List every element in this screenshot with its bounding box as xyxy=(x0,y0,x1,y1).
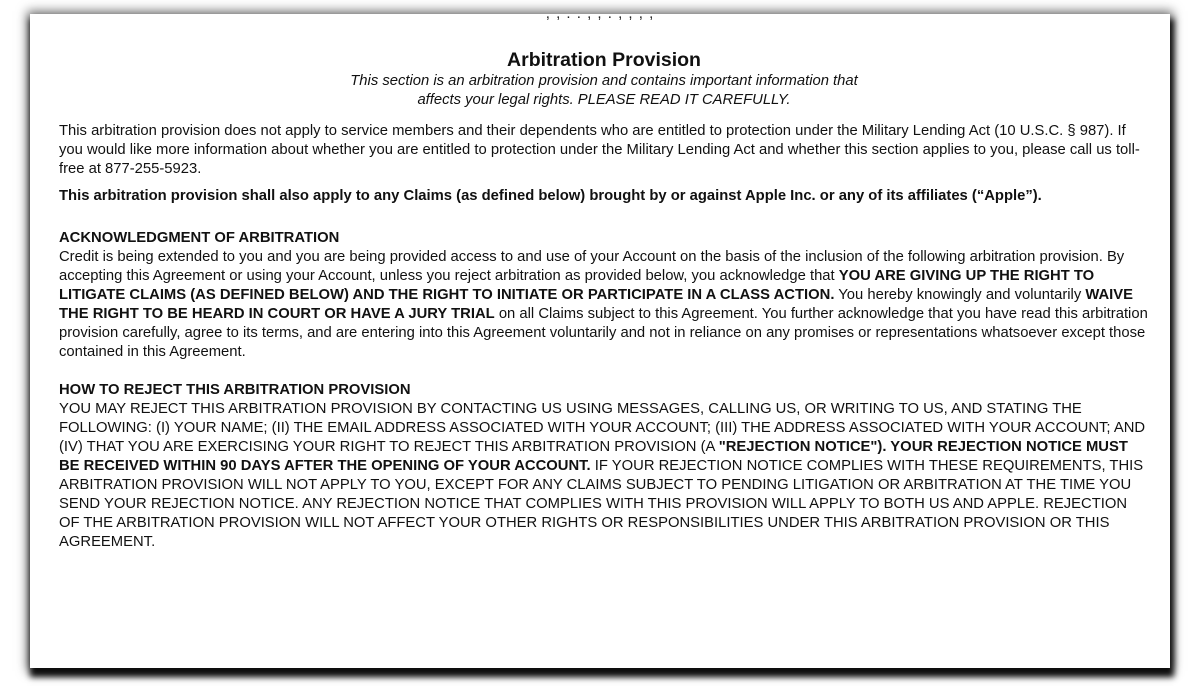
acknowledgment-emphasis: WAIVE THE RIGHT TO BE HEARD IN COURT OR HAVE A JURY TRIAL xyxy=(59,287,1134,322)
reject-heading: HOW TO REJECT THIS ARBITRATION PROVISION xyxy=(59,382,411,398)
reject-paragraph xyxy=(59,400,1149,552)
subtitle-line-1: This section is an arbitration provision and contains important information that xyxy=(350,73,858,89)
reject-text: YOU MAY REJECT THIS ARBITRATION PROVISION BY CONTACTING US USING MESSAGES, CALLING US, OR WRITING TO US, AND STATING THE FOLLOWING: (I) YOUR NAME; (II) THE EMAIL ADDRESS ASSOCIATED WITH YOUR ACCOUNT; (III) THE ADDRESS ASSOCIATED WITH YOUR ACCOUNT; AND (IV) THAT YOU ARE EXERCISING YOUR RIGHT TO REJECT THIS ARBITRATION PROVISION (A xyxy=(59,401,1146,455)
subtitle-line-2: affects your legal rights. PLEASE READ IT CAREFULLY. xyxy=(417,92,791,108)
section-title: Arbitration Provision xyxy=(507,49,701,71)
reject-text: IF YOUR REJECTION NOTICE COMPLIES WITH THESE REQUIREMENTS, THIS ARBITRATION PROVISION WILL NOT APPLY TO YOU, EXCEPT FOR ANY CLAIMS SUBJECT TO PENDING LITIGATION OR ARBITRATION AT THE TIME YOU SEND YOUR REJECTION NOTICE. ANY REJECTION NOTICE THAT COMPLIES WITH THIS PROVISION WILL APPLY TO BOTH US AND APPLE. REJECTION OF THE ARBITRATION PROVISION WILL NOT AFFECT YOUR OTHER RIGHTS OR RESPONSIBILITIES UNDER THIS ARBITRATION PROVISION OR THIS AGREEMENT. xyxy=(59,458,1144,550)
arbitration-section xyxy=(59,48,1149,552)
apple-claims-paragraph: This arbitration provision shall also apply to any Claims (as defined below) brought by or against Apple Inc. or any of its affiliates (“Apple”). xyxy=(59,188,1042,204)
acknowledgment-paragraph xyxy=(59,248,1149,362)
document-page xyxy=(30,5,1170,668)
acknowledgment-emphasis: YOU ARE GIVING UP THE RIGHT TO LITIGATE CLAIMS (AS DEFINED BELOW) AND THE RIGHT TO INITIATE OR PARTICIPATE IN A CLASS ACTION. xyxy=(59,268,1095,303)
military-lending-paragraph: This arbitration provision does not apply to service members and their dependents who are entitled to protection under the Military Lending Act (10 U.S.C. § 987). If you would like more information about whether you are entitled to protection under the Military Lending Act and whether this section applies to you, please call us toll-free at 877-255-5923. xyxy=(59,123,1140,177)
acknowledgment-text: on all Claims subject to this Agreement. You further acknowledge that you have read this arbitration provision carefully, agree to its terms, and are entering into this Agreement voluntarily and not in reliance on any promises or representations whatsoever except those contained in this Agreement. xyxy=(59,306,1148,360)
acknowledgment-text: Credit is being extended to you and you are being provided access to and use of your Account on the basis of the inclusion of the following arbitration provision. By accepting this Agreement or using your Account, unless you reject arbitration as provided below, you acknowledge that xyxy=(59,249,1125,284)
section-subtitle xyxy=(59,72,1149,110)
acknowledgment-text: You hereby knowingly and voluntarily xyxy=(834,287,1086,303)
reject-emphasis: "REJECTION NOTICE"). YOUR REJECTION NOTICE MUST BE RECEIVED WITHIN 90 DAYS AFTER THE OPENING OF YOUR ACCOUNT. xyxy=(59,439,1128,474)
cut-off-previous-text: , , . . , , . , , , , xyxy=(545,5,655,22)
acknowledgment-heading: ACKNOWLEDGMENT OF ARBITRATION xyxy=(59,230,340,246)
